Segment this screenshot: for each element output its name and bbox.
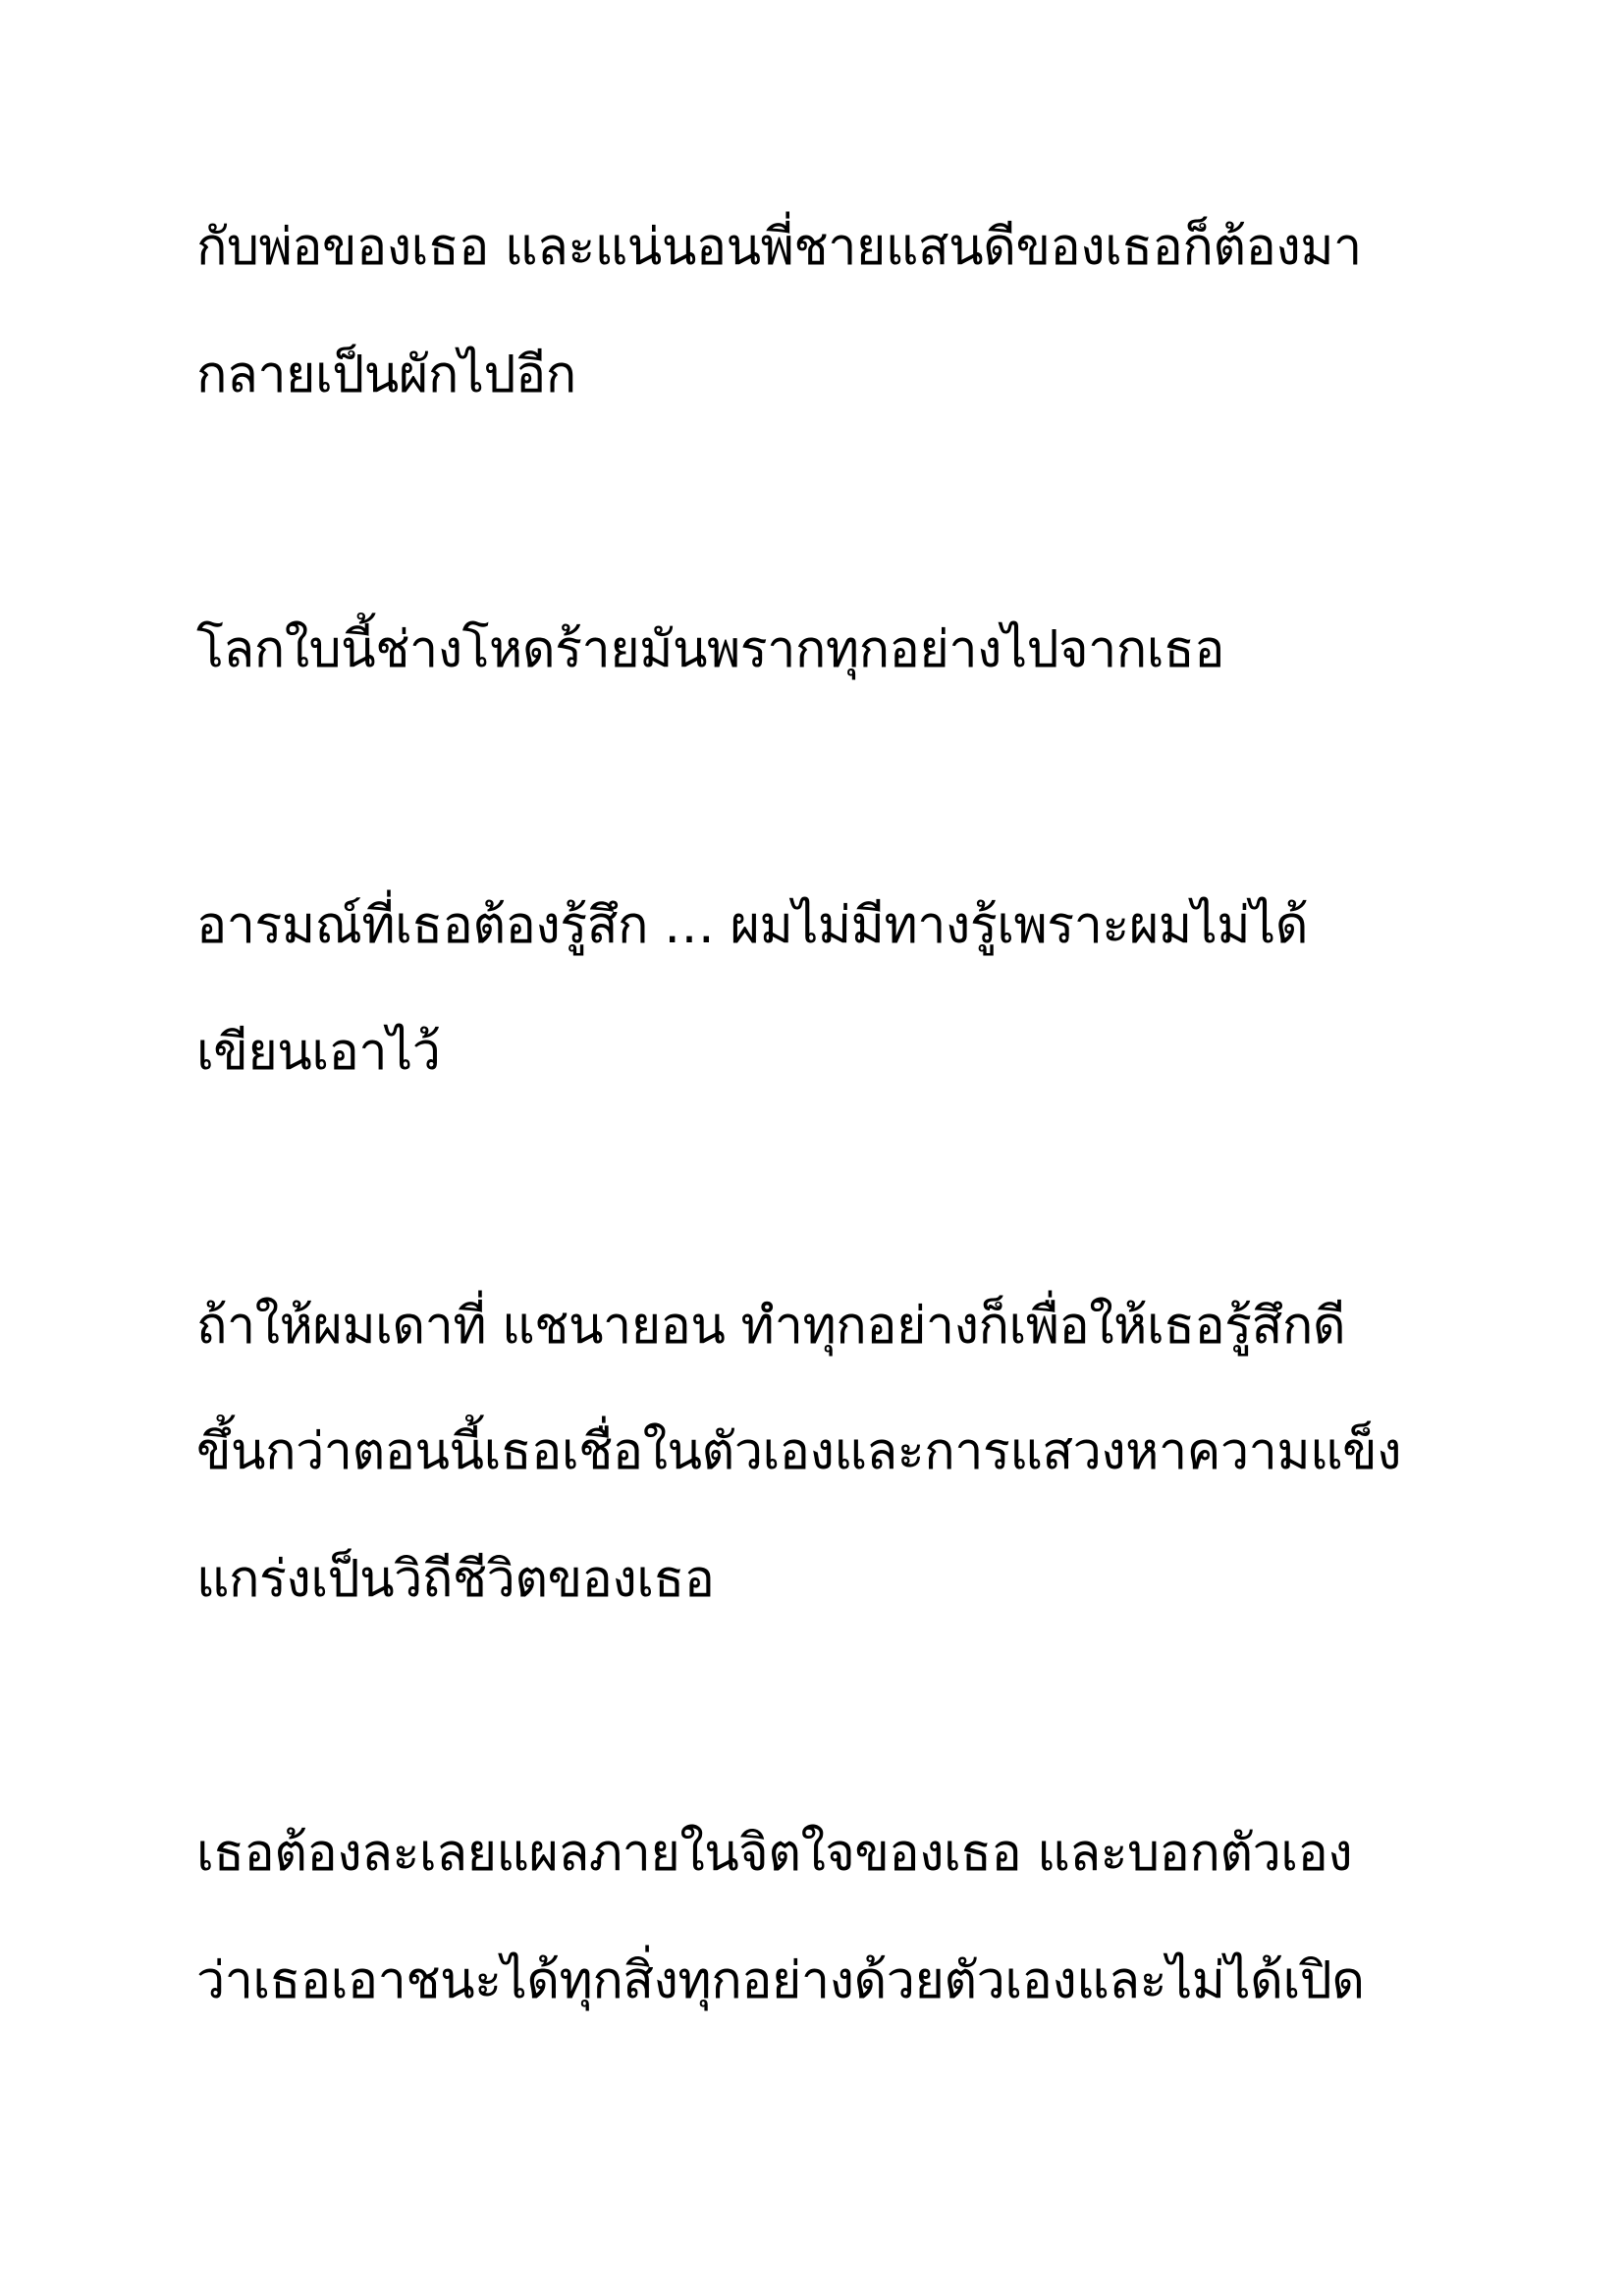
paragraph-3-line-2: เขียนเอาไว้ [196, 1023, 441, 1082]
paragraph-4-line-2: ขึ้นกว่าตอนนี้เธอเชื่อในตัวเองและการแสวงหาความแข็ง [196, 1422, 1402, 1481]
paragraph-5-line-1: เธอต้องละเลยแผลภายในจิตใจของเธอ และบอกตัวเอง [196, 1824, 1353, 1883]
paragraph-3-line-1: อารมณ์ที่เธอต้องรู้สึก … ผมไม่มีทางรู้เพราะผมไม่ได้ [196, 896, 1308, 955]
paragraph-5-line-2: ว่าเธอเอาชนะได้ทุกสิ่งทุกอย่างด้วยตัวเองและไม่ได้เปิด [196, 1951, 1365, 2010]
paragraph-1-line-1: กับพ่อของเธอ และแน่นอนพี่ชายแสนดีของเธอก็ต้องมา [196, 218, 1362, 277]
paragraph-1-line-2: กลายเป็นผักไปอีก [196, 346, 576, 404]
paragraph-4-line-3: แกร่งเป็นวิถีชีวิตของเธอ [196, 1550, 715, 1609]
paragraph-4-line-1: ถ้าให้ผมเดาที่ แชนายอน ทำทุกอย่างก็เพื่อให้เธอรู้สึกดี [196, 1297, 1346, 1356]
paragraph-2-line-1: โลกใบนี้ช่างโหดร้ายมันพรากทุกอย่างไปจากเธอ [196, 620, 1225, 679]
